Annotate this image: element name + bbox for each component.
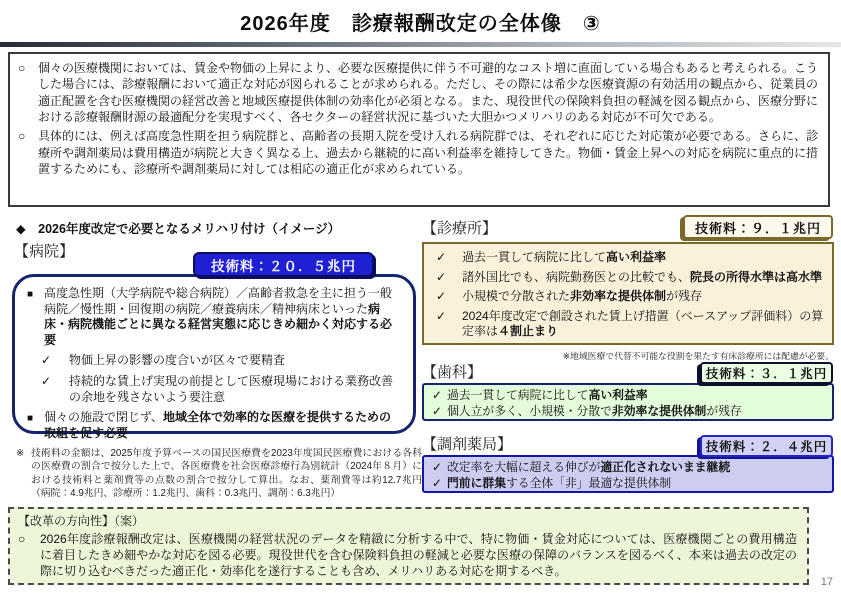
- check-icon: ✓: [436, 308, 447, 323]
- hospital-fee-badge: 技術料：２０．５兆円: [193, 252, 374, 277]
- hospital-item-text: 物価上昇の影響の度合いが区々で要精査: [69, 353, 286, 368]
- dental-fee-badge: 技術料：３．１兆円: [700, 362, 833, 384]
- clinic-footnote: ※地域医療で代替不可能な役割を果たす有床診療所には配慮が必要。: [562, 351, 834, 361]
- circle-bullet-icon: ○: [18, 129, 26, 144]
- clinic-item: [434, 289, 824, 305]
- hospital-item-text: 個々の施設で閉じず、地域全体で効率的な医療を提供するための取組を促す必要: [44, 410, 392, 440]
- overview-text: 具体的には、例えば高度急性期を担う病院群と、高齢者の長期入院を受け入れる病院群では、それぞれに応じた対応策が必要である。さらに、診療所や調剤薬局は費用構造が病院と大きく異なる上、過去から継続的に高い利益率を維持してきた。物価・賃金上昇への対応を病院に重点的に措置するためにも、診療所や調剤薬局に対しては相応の適正化が求められている。: [38, 129, 819, 176]
- clinic-item-text: 小規模で分散された非効率な提供体制が残存: [462, 289, 703, 304]
- reference-mark-icon: ※: [16, 448, 25, 459]
- clinic-item: [434, 250, 824, 266]
- check-icon: ✓: [41, 373, 52, 388]
- clinic-item: [434, 309, 824, 340]
- pharmacy-item-text: 門前に群集する全体「非」最適な提供体制: [447, 475, 672, 490]
- hospital-item-text: 高度急性期（大学病院や総合病院）／高齢者救急を主に担う一般病院／慢性期・回復期の病院／療養病床／精神病床といった病床・病院機能ごとに異なる経営実態に応じきめ細かく対応する必要: [44, 286, 393, 347]
- dental-box: [422, 383, 834, 421]
- dental-item: [432, 404, 824, 420]
- pharmacy-fee-badge: 技術料：２．４兆円: [700, 435, 833, 457]
- check-icon: ✓: [432, 403, 442, 418]
- title-divider: [0, 42, 841, 47]
- hospital-section-label: 【病院】: [14, 243, 75, 260]
- reform-direction-text: 2026年度診療報酬改定は、医療機関の経営状況のデータを精緻に分析する中で、特に物価・賃金対応については、医療機関ごとの費用構造に着目したきめ細やかな対応を図る必要。現役世代を含む保険料負担の軽減と必要な医療の保障のバランスを図るべく、本来は過去の改定の際に切り込むべきだった適正化・効率化を遂行することも含め、メリハリある対応を期するべき。: [40, 532, 797, 579]
- circle-bullet-icon: ○: [18, 532, 26, 547]
- page-number: 17: [820, 576, 833, 588]
- hospital-item: [39, 374, 401, 405]
- hospital-item-text: 持続的な賃上げ実現の前提として医療現場における業務改善の余地を残さないよう要注意: [69, 373, 394, 404]
- dental-item-text: 過去一貫して病院に比して高い利益率: [447, 388, 648, 402]
- clinic-fee-badge: 技術料：９．１兆円: [683, 215, 833, 239]
- check-icon: ✓: [436, 250, 447, 264]
- dental-item: [432, 388, 824, 404]
- square-bullet-icon: ■: [27, 413, 34, 425]
- pharmacy-box: [422, 455, 834, 493]
- hospital-item: [27, 286, 401, 348]
- pharmacy-item-text: 改定率を大幅に超える伸びが適正化されないまま継続: [447, 460, 731, 474]
- hospital-item: [27, 410, 401, 441]
- clinic-box: [422, 242, 834, 345]
- check-icon: ✓: [436, 269, 447, 284]
- check-icon: ✓: [432, 388, 442, 402]
- merihari-heading: ◆ 2026年度改定で必要となるメリハリ付け（イメージ）: [16, 222, 341, 236]
- pharmacy-section-label: 【調剤薬局】: [422, 436, 513, 453]
- clinic-section-label: 【診療所】: [422, 220, 498, 237]
- page-title: 2026年度 診療報酬改定の全体像 ③: [240, 13, 601, 35]
- pharmacy-item: [432, 476, 824, 492]
- check-icon: ✓: [41, 353, 52, 368]
- overview-item: [18, 60, 818, 125]
- dental-item-text: 個人立が多く、小規模・分散で非効率な提供体制が残存: [447, 403, 742, 418]
- reform-direction-label: 【改革の方向性】（案）: [18, 514, 145, 528]
- square-bullet-icon: ■: [27, 289, 34, 300]
- fee-calculation-footnote-text: 技術料の金額は、2025年度予算ベースの国民医療費を2023年度国民医療費における各科の医療費の割合で按分した上で、各医療費を社会医療診療行為別統計（2024年８月）における技術料と薬剤費等の点数の割合で按分して算出。なお、薬剤費等は約12.7兆円（病院：4.9兆円、診療所：1.2兆円、歯科：0.3兆円、調剤：6.3兆円）: [31, 448, 422, 499]
- fee-calculation-footnote: [16, 447, 422, 500]
- clinic-item-text: 諸外国比でも、病院勤務医との比較でも、院長の所得水準は高水準: [462, 269, 823, 284]
- pharmacy-item: [432, 460, 824, 476]
- hospital-item: [39, 353, 401, 369]
- circle-bullet-icon: ○: [18, 61, 26, 75]
- check-icon: ✓: [436, 289, 447, 304]
- hospital-box: [12, 274, 416, 440]
- reform-direction-box: [8, 507, 809, 585]
- clinic-item: [434, 270, 824, 286]
- overview-text: 個々の医療機関においては、賃金や物価の上昇により、必要な医療提供に伴う不可避的なコスト増に直面している場合もあると考えられる。こうした場合には、診療報酬において適正な対応が図られることが求められる。ただし、その際には希少な医療資源の有効活用の観点から、従業員の適正配置を含む医療機関の経営改善と地域医療提供体制の効率化が必須となる。また、現役世代の保険料負担の軽減を図る観点から、医療分野における診療報酬財源の最適配分を実現すべく、各セクターの経営状況に基づいた大胆かつメリハリのある対応が不可欠である。: [38, 61, 819, 124]
- dental-section-label: 【歯科】: [422, 364, 483, 381]
- reform-direction-item: [18, 531, 797, 579]
- check-icon: ✓: [432, 475, 442, 490]
- check-icon: ✓: [432, 460, 442, 474]
- clinic-item-text: 2024年度改定で創設された賃上げ措置（ベースアップ評価料）の算定率は４割止まり: [462, 308, 824, 339]
- clinic-item-text: 過去一貫して病院に比して高い利益率: [462, 250, 667, 264]
- overview-item: [18, 128, 818, 177]
- overview-box: [8, 52, 830, 207]
